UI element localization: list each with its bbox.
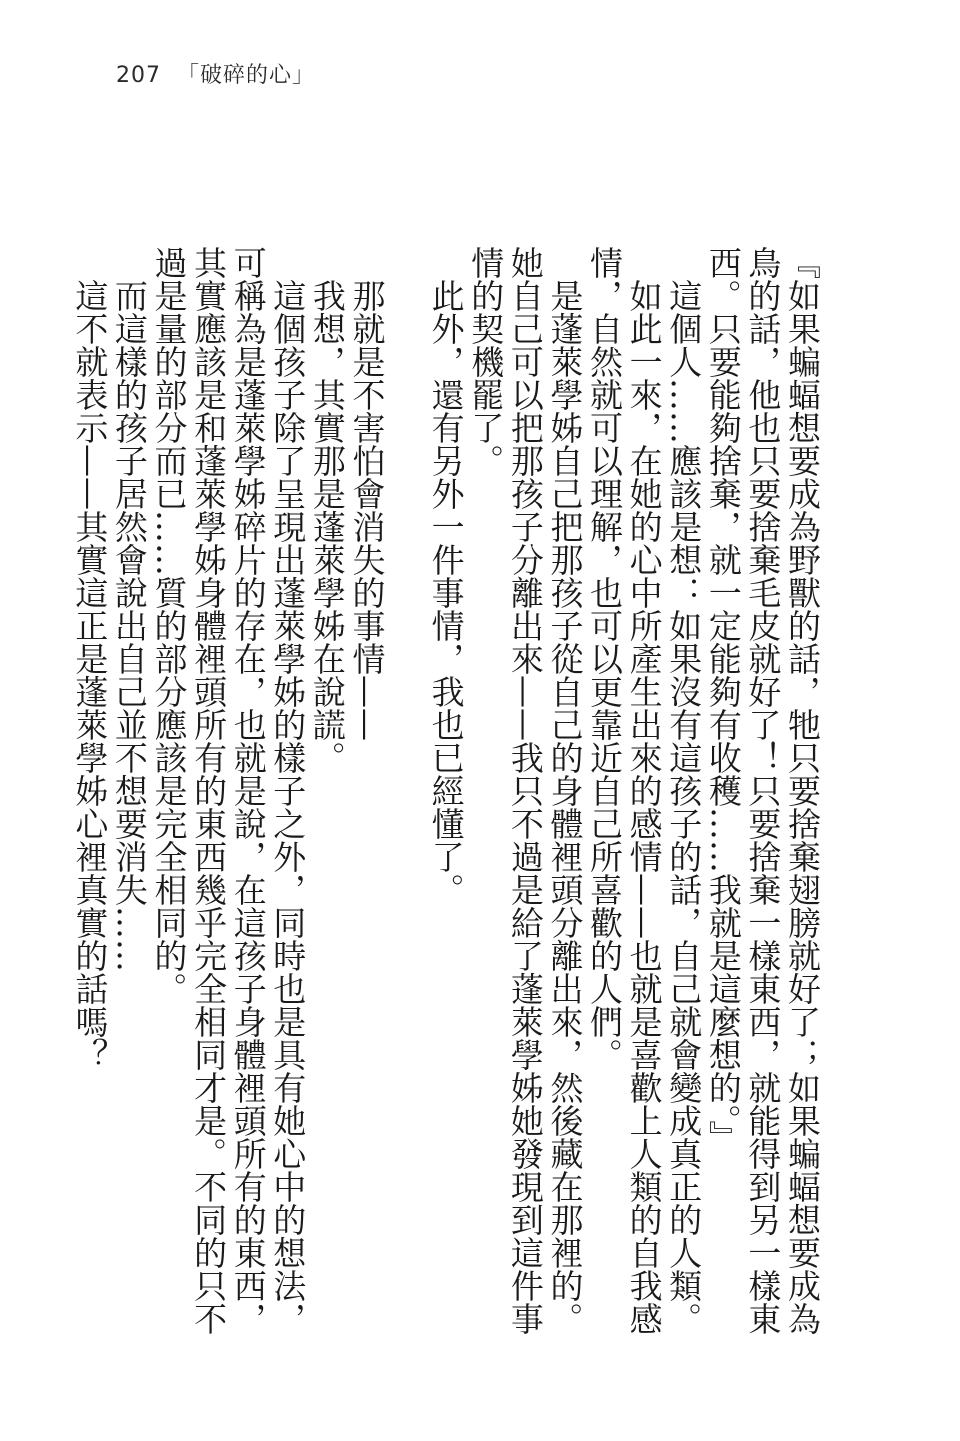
chapter-title: 「破碎的心」	[177, 63, 316, 88]
paragraph: 如此一來，在她的心中所產生出來的感情——也就是喜歡上人類的自我感情，自然就可以理解，也可以更靠近自己所喜歡的人們。	[585, 246, 664, 1335]
paragraph: 這個人……應該是想：如果沒有這孩子的話，自己就會變成真正的人類。	[664, 279, 704, 1335]
paragraph: 『如果蝙蝠想要成為野獸的話，牠只要捨棄翅膀就好了；如果蝙蝠想要成為鳥的話，他也只要捨棄毛皮就好了！只要捨棄一樣東西，就能得到另一樣東西。只要能夠捨棄，就一定能夠有收穫……我就是這麼想的。』	[703, 246, 822, 1335]
paragraph: 這個孩子除了呈現出蓬萊學姊的樣子之外，同時也是具有她心中的想法，可稱為是蓬萊學姊碎片的存在，也就是說，在這孩子身體裡頭所有的東西，其實應該是和蓬萊學姊身體裡頭所有的東西幾乎完全相同才是。不同的只不過是量的部分而已……質的部分應該是完全相同的。	[149, 246, 308, 1335]
page-number: 207	[116, 63, 161, 88]
paragraph: 此外，還有另外一件事情，我也已經懂了。	[426, 279, 466, 906]
paragraph: 而這樣的孩子居然會說出自己並不想要消失……	[109, 279, 149, 972]
paragraph: 她自己可以把那孩子分離出來——我只不過是給了蓬萊學姊她發現到這件事情的契機罷了。	[466, 246, 545, 1335]
vertical-text-body	[70, 246, 822, 1341]
paragraph: 那就是不害怕會消失的事情——	[347, 279, 387, 741]
paragraph: 我想，其實那是蓬萊學姊在說謊。	[307, 279, 347, 774]
page-header	[116, 58, 315, 89]
paragraph: 這不就表示——其實這正是蓬萊學姊心裡真實的話嗎？	[70, 279, 110, 1071]
paragraph: 是蓬萊學姊自己把那孩子從自己的身體裡頭分離出來，然後藏在那裡的。	[545, 279, 585, 1335]
